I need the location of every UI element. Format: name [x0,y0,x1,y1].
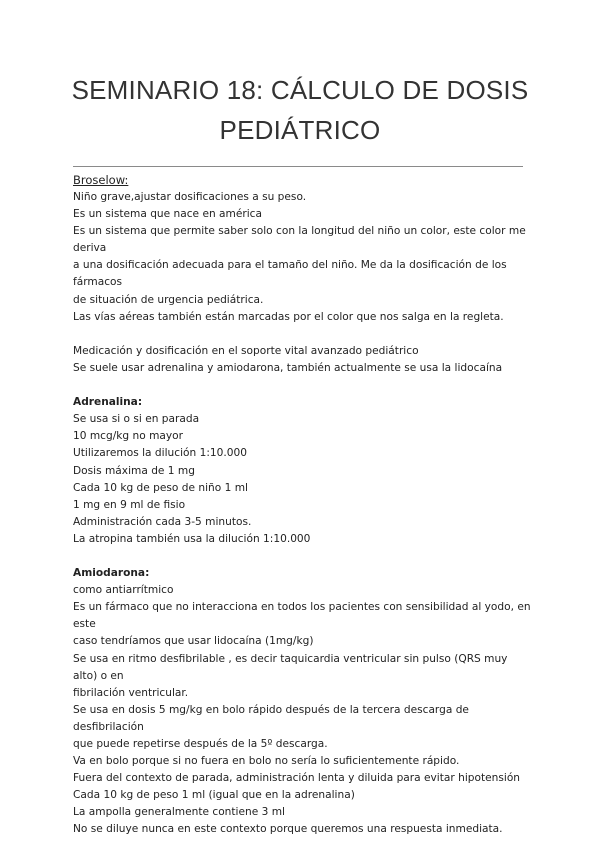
title-line-1: SEMINARIO 18: CÁLCULO DE DOSIS [71,75,529,105]
list-line: como antiarrítmico [73,584,174,597]
list-line: Se usa en dosis 5 mg/kg en bolo rápido después de la tercera descarga de desfibrilación [73,703,469,733]
list-line: Utilizaremos la dilución 1:10.000 [73,447,247,460]
page-title [40,70,560,150]
list-line: Se usa si o si en parada [73,413,200,426]
list-line: Se usa en ritmo desfibrilable , es decir taquicardia ventricular sin pulso (QRS muy alto) o en [73,652,508,682]
list-line: 1 mg en 9 ml de fisio [73,498,186,511]
document-body [73,171,533,839]
paragraph-line: Es un sistema que permite saber solo con la longitud del niño un color, este color me deriva [73,225,526,255]
list-line: Cada 10 kg de peso de niño 1 ml [73,481,248,494]
list-line: Cada 10 kg de peso 1 ml (igual que en la adrenalina) [73,789,355,802]
list-line: fibrilación ventricular. [73,686,189,699]
list-line: caso tendríamos que usar lidocaína (1mg/kg) [73,635,314,648]
paragraph-line: Es un sistema que nace en américa [73,208,262,221]
section-heading-adrenalina: Adrenalina: [73,396,143,409]
list-line: Fuera del contexto de parada, administración lenta y diluida para evitar hipotensión [73,772,521,785]
section-adrenalina [73,394,533,548]
list-line: 10 mcg/kg no mayor [73,430,183,443]
paragraph-line: Las vías aéreas también están marcadas por el color que nos salga en la regleta. [73,310,504,323]
paragraph-line: a una dosificación adecuada para el tamaño del niño. Me da la dosificación de los fármacos [73,259,507,289]
section-heading-broselow: Broselow: [73,173,129,187]
list-line: que puede repetirse después de la 5º descarga. [73,738,328,750]
list-line: Va en bolo porque si no fuera en bolo no sería lo suficientemente rápido. [73,755,460,768]
list-line: La ampolla generalmente contiene 3 ml [73,806,285,819]
blank-line [73,326,533,343]
list-line: Es un fármaco que no interacciona en todos los pacientes con sensibilidad al yodo, en este [73,601,531,631]
list-line: Dosis máxima de 1 mg [73,464,195,477]
section-medicacion [73,343,533,377]
list-line: La atropina también usa la dilución 1:10.000 [73,532,311,545]
section-broselow [73,171,533,326]
blank-line [73,377,533,394]
section-heading-amiodarona: Amiodarona: [73,567,150,580]
paragraph-line: Medicación y dosificación en el soporte vital avanzado pediátrico [73,344,419,357]
list-line: No se diluye nunca en este contexto porque queremos una respuesta inmediata. [73,823,503,836]
paragraph-line: Niño grave,ajustar dosificaciones a su peso. [73,191,307,203]
section-amiodarona [73,565,533,839]
paragraph-line: Se suele usar adrenalina y amiodarona, también actualmente se usa la lidocaína [73,361,503,374]
paragraph-line: de situación de urgencia pediátrica. [73,293,264,306]
title-divider [73,166,523,167]
title-line-2: PEDIÁTRICO [219,115,381,145]
list-line: Administración cada 3-5 minutos. [73,515,252,528]
blank-line [73,548,533,565]
